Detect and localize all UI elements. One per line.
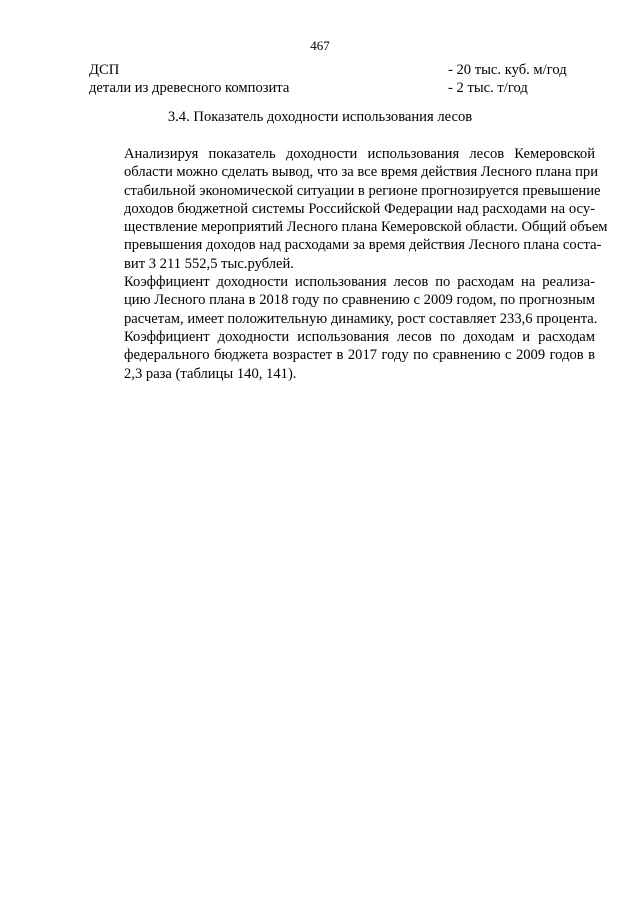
product-list bbox=[89, 61, 609, 97]
section-heading: 3.4. Показатель доходности использования лесов bbox=[167, 109, 473, 125]
product-row bbox=[89, 79, 609, 97]
product-value: - 2 тыс. т/год bbox=[448, 80, 528, 96]
product-value: - 20 тыс. куб. м/год bbox=[448, 62, 567, 78]
page-number: 467 bbox=[310, 38, 330, 53]
paragraph-line: 2,3 раза (таблицы 140, 141). bbox=[124, 365, 297, 382]
paragraph-line: доходов бюджетной системы Российской Федерации над расходами на осу- bbox=[124, 200, 595, 217]
product-name: ДСП bbox=[89, 62, 120, 78]
paragraph-line: цию Лесного плана в 2018 году по сравнению с 2009 годом, по прогнозным bbox=[124, 292, 595, 309]
product-row bbox=[89, 61, 609, 79]
paragraph bbox=[89, 145, 608, 273]
paragraph-line: вит 3 211 552,5 тыс.рублей. bbox=[124, 255, 294, 272]
paragraph bbox=[89, 273, 598, 328]
paragraph-line: Коэффициент доходности использования лесов по доходам и расходам bbox=[124, 328, 595, 345]
product-name: детали из древесного композита bbox=[89, 80, 290, 96]
paragraph-line: области можно сделать вывод, что за все время действия Лесного плана при bbox=[124, 164, 599, 181]
paragraph-line: Анализируя показатель доходности использования лесов Кемеровской bbox=[124, 146, 595, 162]
paragraph-line: расчетам, имеет положительную динамику, рост составляет 233,6 процента. bbox=[124, 310, 598, 327]
paragraph bbox=[89, 328, 595, 383]
body-text bbox=[89, 145, 608, 383]
paragraph-line: ществление мероприятий Лесного плана Кемеровской области. Общий объем bbox=[124, 219, 608, 236]
paragraph-line: стабильной экономической ситуации в регионе прогнозируется превышение bbox=[124, 182, 601, 199]
paragraph-line: Коэффициент доходности использования лесов по расходам на реализа- bbox=[124, 274, 595, 291]
paragraph-line: превышения доходов над расходами за время действия Лесного плана соста- bbox=[124, 237, 602, 254]
paragraph-line: федерального бюджета возрастет в 2017 году по сравнению с 2009 годов в bbox=[124, 347, 595, 364]
